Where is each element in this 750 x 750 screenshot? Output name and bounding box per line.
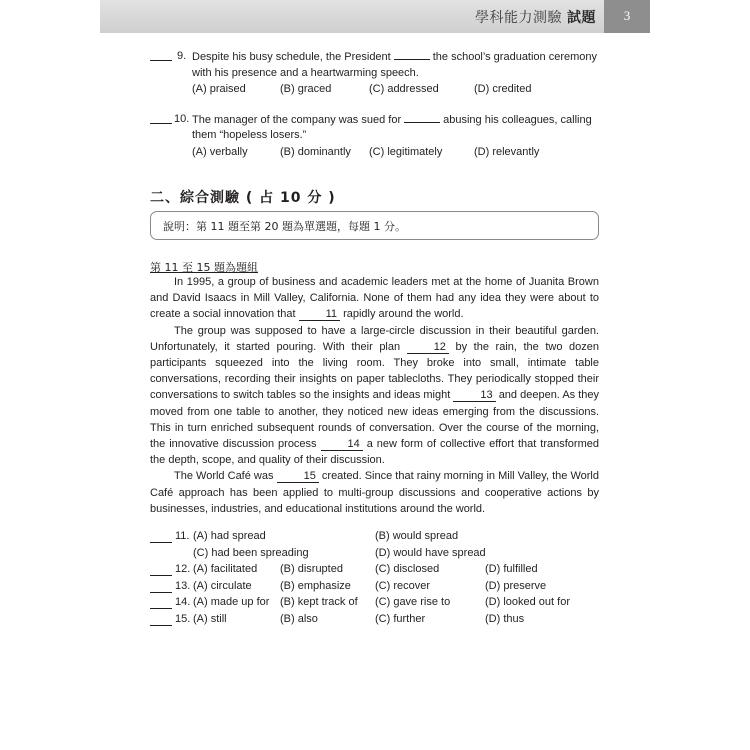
option-c[interactable]: (C) addressed: [369, 83, 439, 95]
option-c[interactable]: (C) legitimately: [369, 145, 443, 158]
option-a[interactable]: (A) made up for: [193, 596, 270, 608]
answer-row-13: [150, 580, 602, 597]
question-text-after: abusing his colleagues, calling: [443, 113, 592, 126]
header-title-bold: 試題: [567, 10, 596, 26]
passage-paragraph: [150, 323, 599, 469]
question-number: 14.: [175, 596, 191, 608]
question-number: 15.: [175, 612, 191, 625]
passage-text: rapidly around the world.: [343, 308, 464, 321]
page-number-box: [604, 0, 650, 33]
option-b[interactable]: (B) graced: [280, 83, 332, 95]
option-c[interactable]: (C) recover: [375, 579, 431, 592]
page-header: [100, 0, 650, 33]
passage-blank: 12: [407, 341, 449, 354]
question-number: 10.: [174, 112, 190, 125]
option-b[interactable]: (B) disrupted: [280, 563, 343, 575]
answer-blank[interactable]: [150, 580, 172, 593]
option-d[interactable]: (D) fulfilled: [485, 563, 538, 575]
passage-blank: 11: [299, 308, 340, 321]
question-number: 12.: [175, 563, 191, 575]
vocab-questions: [150, 48, 602, 173]
header-title-regular: 學科能力測驗: [475, 10, 567, 26]
answer-options: [150, 530, 602, 629]
fill-blank: [404, 111, 440, 123]
passage-text: In 1995, a group of business and academic leaders met at the home of Juanita Brown and David Isaacs in Mill Valley, California. None of them had any idea they were about to create a social innovation that: [150, 276, 599, 321]
answer-row-12: [150, 563, 602, 580]
option-d[interactable]: (D) relevantly: [474, 145, 540, 158]
answer-blank[interactable]: [150, 530, 172, 543]
question-9: [150, 48, 602, 98]
options-row: [150, 144, 602, 161]
instructions-box: [150, 211, 599, 240]
option-d[interactable]: (D) credited: [474, 83, 532, 95]
answer-row-15: [150, 613, 602, 630]
option-b[interactable]: (B) dominantly: [280, 145, 351, 158]
passage-text: The group was supposed to have a large-circle discussion in their beautiful garden. Unfortunately, it started pouring. With their plan: [150, 324, 599, 353]
option-a[interactable]: (A) facilitated: [193, 563, 258, 575]
answer-blank[interactable]: [150, 48, 172, 61]
instructions-text: 說明：第 11 題至第 20 題為單選題，每題 1 分。: [163, 220, 406, 233]
section-title: 二、綜合測驗 ( 占 10 分 ): [150, 190, 336, 206]
question-text-line2: with his presence and a heartwarming speech.: [192, 66, 419, 79]
option-d[interactable]: (D) thus: [485, 612, 525, 625]
answer-row-11-cont: [150, 547, 602, 564]
option-c[interactable]: (C) had been spreading: [193, 546, 309, 559]
option-a[interactable]: (A) verbally: [192, 145, 248, 158]
passage-blank: 15: [277, 470, 319, 483]
question-text-line2: them “hopeless losers.”: [192, 129, 307, 141]
option-a[interactable]: (A) praised: [192, 83, 246, 95]
option-d[interactable]: (D) looked out for: [485, 596, 570, 608]
question-text: The manager of the company was sued for: [192, 113, 402, 126]
passage-text: created. Since that rainy morning in Mill Valley, the World Café approach has been applied to multi-group discussions and cooperative actions by businesses, industries, and educational institutions around the world.: [150, 470, 599, 515]
passage-text: a new form of collective effort that transformed the depth, scope, and quality of their discussion.: [150, 438, 599, 467]
option-b[interactable]: (B) kept track of: [280, 596, 358, 608]
question-text-after: the school’s graduation ceremony: [432, 51, 598, 63]
option-b[interactable]: (B) emphasize: [280, 579, 351, 592]
header-title: [475, 7, 596, 27]
fill-blank: [394, 48, 430, 60]
answer-row-14: [150, 596, 602, 613]
reading-passage: [150, 274, 599, 517]
option-c[interactable]: (C) further: [375, 612, 426, 625]
answer-blank[interactable]: [150, 563, 172, 576]
passage-text: The World Café was: [174, 470, 274, 483]
passage-blank: 13: [453, 389, 495, 402]
question-number: 13.: [175, 579, 191, 592]
option-c[interactable]: (C) disclosed: [375, 563, 440, 575]
passage-text: by the rain, the two dozen participants squeezed into the living room. They broke into small, intimate table conversations, recording their insights on paper tablecloths. They periodically stopped their conversations to switch tables so the insights and ideas might: [150, 340, 599, 402]
answer-blank[interactable]: [150, 111, 172, 124]
option-a[interactable]: (A) had spread: [193, 530, 266, 542]
question-number: 9.: [177, 50, 187, 62]
answer-row-11: [150, 530, 602, 547]
option-c[interactable]: (C) gave rise to: [375, 596, 451, 608]
page-number: 3: [623, 8, 631, 23]
passage-paragraph: [150, 274, 599, 323]
option-b[interactable]: (B) would spread: [375, 530, 459, 542]
option-b[interactable]: (B) also: [280, 612, 318, 625]
answer-blank[interactable]: [150, 613, 172, 626]
group-label: 第 11 至 15 題為題組: [150, 261, 258, 274]
question-number: 11.: [175, 530, 190, 542]
passage-text: and deepen. As they moved from one table to another, they noticed new ideas emerging from the discussions. This in turn enriched subsequent rounds of conversation. Over the course of the morning, the innovative discussion process: [150, 389, 600, 451]
option-d[interactable]: (D) preserve: [485, 579, 547, 592]
option-d[interactable]: (D) would have spread: [375, 546, 486, 559]
question-text: Despite his busy schedule, the President: [192, 51, 391, 63]
options-row: [150, 81, 602, 98]
question-10: [150, 111, 602, 161]
passage-paragraph: [150, 468, 599, 517]
passage-blank: 14: [321, 438, 363, 451]
option-a[interactable]: (A) circulate: [193, 579, 252, 592]
option-a[interactable]: (A) still: [193, 612, 227, 625]
answer-blank[interactable]: [150, 596, 172, 609]
